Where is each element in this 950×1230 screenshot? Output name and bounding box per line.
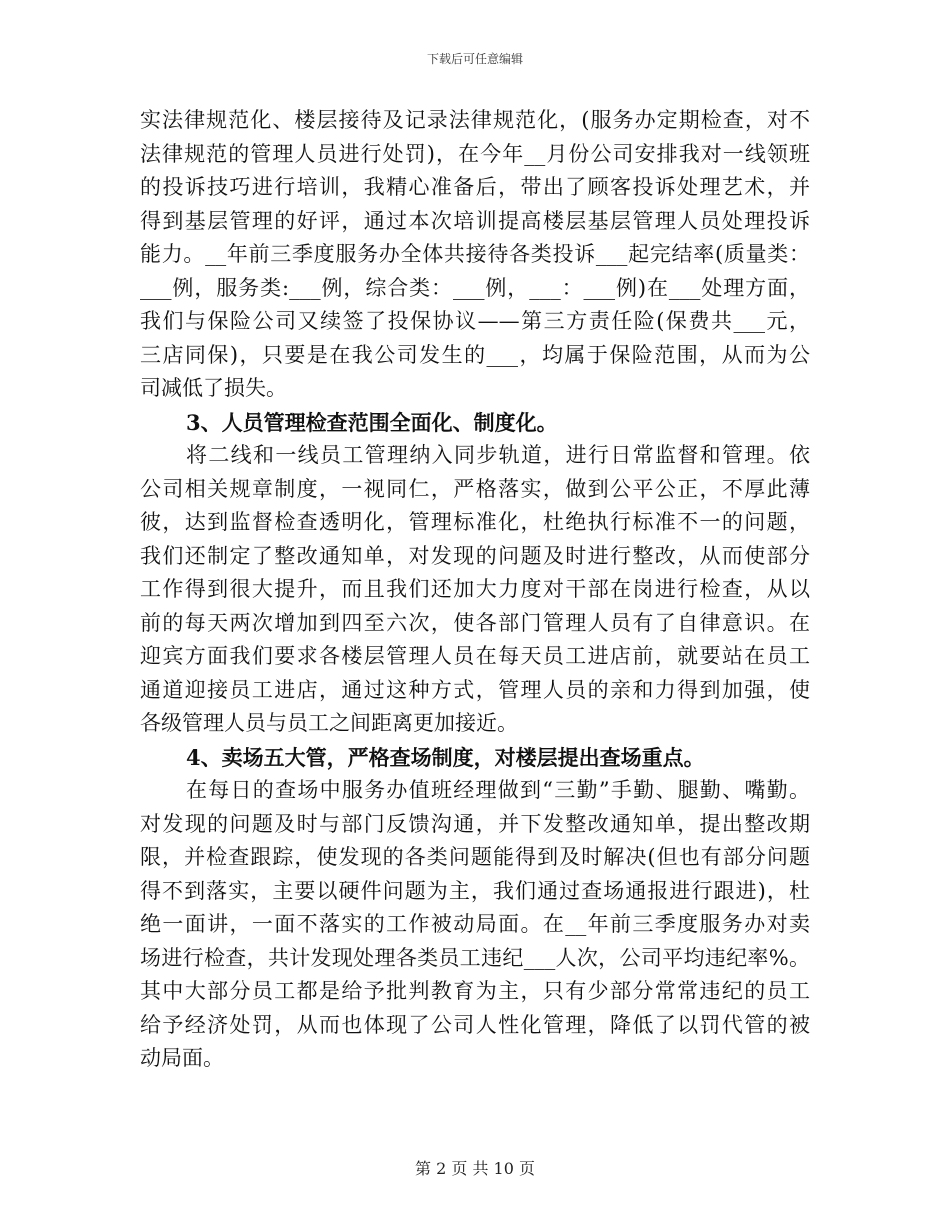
text-line: 其中大部分员工都是给予批判教育为主，只有少部分常常违纪的员工 — [140, 979, 810, 1003]
text-line: 得到基层管理的好评，通过本次培训提高楼层基层管理人员处理投诉 — [140, 208, 810, 233]
text-line: 实法律规范化、楼层接待及记录法律规范化，(服务办定期检查，对不 — [140, 108, 810, 132]
text-line: 的投诉技巧进行培训，我精心准备后，带出了顾客投诉处理艺术，并 — [140, 175, 810, 199]
text-line: 我们还制定了整改通知单，对发现的问题及时进行整改，从而使部分 — [140, 543, 810, 568]
text-line: 工作得到很大提升，而且我们还加大力度对干部在岗进行检查，从以 — [140, 577, 810, 601]
text-line: 通道迎接员工进店，通过这种方式，管理人员的亲和力得到加强，使 — [140, 677, 810, 702]
text-line: 三店同保)，只要是在我公司发生的___，均属于保险范围，从而为公 — [140, 342, 810, 367]
text-line: 法律规范的管理人员进行处罚)，在今年__月份公司安排我对一线领班 — [140, 141, 810, 166]
text-line: 公司相关规章制度，一视同仁，严格落实，做到公平公正，不厚此薄 — [140, 476, 810, 501]
page-header: 下载后可任意编辑 — [426, 52, 523, 66]
text-line: 前的每天两次增加到四至六次，使各部门管理人员有了自律意识。在 — [140, 610, 810, 635]
text-line: 场进行检查，共计发现处理各类员工违纪___人次，公司平均违纪率%。 — [140, 945, 810, 970]
text-line: 司减低了损失。 — [140, 376, 287, 400]
text-line: 得不到落实，主要以硬件问题为主，我们通过查场通报进行跟进)，杜 — [140, 878, 810, 903]
section-heading: 3、人员管理检查范围全面化、制度化。 — [186, 409, 558, 435]
text-line: 给予经济处罚，从而也体现了公司人性化管理，降低了以罚代管的被 — [140, 1012, 810, 1037]
text-line: 对发现的问题及时与部门反馈沟通，并下发整改通知单，提出整改期 — [140, 811, 810, 836]
section-heading: 4、卖场五大管，严格查场制度，对楼层提出查场重点。 — [186, 744, 705, 770]
page-footer: 第 2 页 共 10 页 — [415, 1159, 535, 1178]
text-line: 将二线和一线员工管理纳入同步轨道，进行日常监督和管理。依 — [186, 443, 810, 467]
document-body — [140, 104, 810, 1076]
text-line: 迎宾方面我们要求各楼层管理人员在每天员工进店前，就要站在员工 — [140, 644, 810, 668]
text-line: 限，并检查跟踪，使发现的各类问题能得到及时解决(但也有部分问题 — [140, 845, 810, 869]
text-line: 彼，达到监督检查透明化，管理标准化，杜绝执行标准不一的问题， — [140, 510, 810, 534]
text-line: 各级管理人员与员工之间距离更加接近。 — [140, 711, 518, 735]
text-line: 能力。__年前三季度服务办全体共接待各类投诉___起完结率(质量类： — [140, 242, 810, 266]
text-line: 绝一面讲，一面不落实的工作被动局面。在__年前三季度服务办对卖 — [140, 912, 810, 936]
text-line: 我们与保险公司又续签了投保协议——第三方责任险(保费共___元， — [140, 309, 810, 333]
text-line: 在每日的查场中服务办值班经理做到“三勤”手勤、腿勤、嘴勤。 — [186, 778, 810, 802]
text-line: 动局面。 — [140, 1046, 224, 1070]
text-line: ___例，服务类:___例，综合类：___例，___：___例)在___处理方面， — [140, 275, 810, 300]
